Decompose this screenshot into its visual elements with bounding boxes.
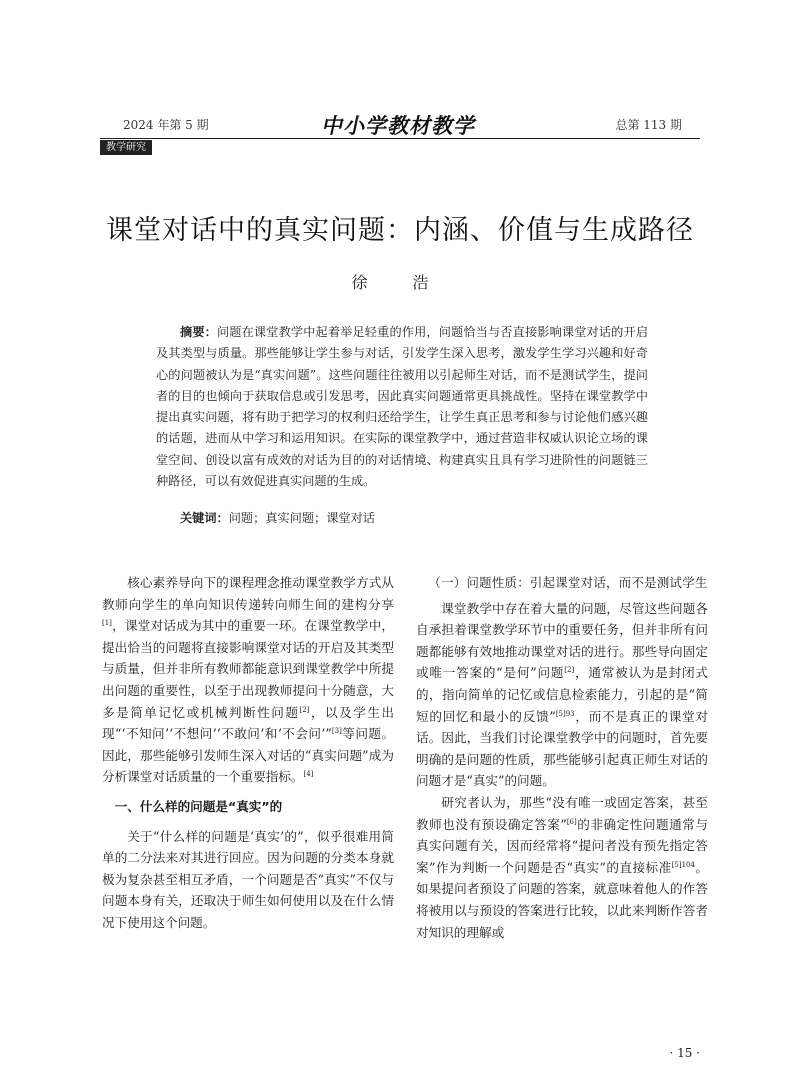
citation: [3] xyxy=(331,726,342,735)
subsection-heading: （一）问题性质：引起课堂对话，而不是测试学生 xyxy=(428,575,708,590)
issue-number: 2024 年第 5 期 xyxy=(123,118,209,132)
abstract-text: 问题在课堂教学中起着举足轻重的作用，问题恰当与否直接影响课堂对话的开启及其类型与质量。那些能够让学生参与对话，引发学生深入思考，激发学生学习兴趣和好奇心的问题被认为是“真实问题”。这些问题往往被用以引起师生对话，而不是测试学生，提问者的目的也倾向于获取信息或引发思考，因此真实问题通常更具挑战性。坚持在课堂教学中提出真实问题，将有助于把学习的权利归还给学生，让学生真正思考和参与讨论他们感兴趣的话题，进而从中学习和运用知识。在实际的课堂教学中，通过营造非权威认识论立场的课堂空间、创设以富有成效的对话为目的的对话情境、构建真实且具有学习进阶性的问题链三种路径，可以有效促进真实问题的生成。 xyxy=(156,325,649,489)
section-tag: 教学研究 xyxy=(100,140,152,155)
citation: [4] xyxy=(303,770,314,779)
keywords-text: 问题；真实问题；课堂对话 xyxy=(228,511,375,525)
citation: [1] xyxy=(102,619,112,627)
article-title: 课堂对话中的真实问题：内涵、价值与生成路径 xyxy=(106,215,694,246)
citation: [6] xyxy=(566,817,577,826)
citation: [5]104 xyxy=(671,860,695,869)
journal-name: 中小学教材教学 xyxy=(320,113,480,138)
article-author: 徐 浩 xyxy=(351,273,449,292)
keywords xyxy=(180,509,375,526)
citation: [2] xyxy=(564,666,575,675)
body-paragraph: 课堂教学中存在着大量的问题，尽管这些问题各自承担着课堂教学环节中的重要任务，但并非所有问题都能够有效地推动课堂对话的进行。那些导向固定或唯一答案的“是何”问题[2]，通常被认为是封闭式的，指向简单的记忆或信息检索能力，引起的是“简短的回忆和最小的反馈”$^{[5]93}$，而不是真正的课堂对话。因此，当我们讨论课堂教学中的问题时，首先要明确的是问题的性质，那些能够引起真正师生对话的问题才是“真实”的问题。 xyxy=(416,600,708,789)
citation: [5]93 xyxy=(555,709,575,718)
section-heading: 一、什么样的问题是“真实”的 xyxy=(114,798,283,814)
header-rule xyxy=(100,138,700,139)
cumulative-issue-number: 总第 113 期 xyxy=(615,118,682,132)
body-paragraph: 核心素养导向下的课程理念推动课堂教学方式从教师向学生的单向知识传递转向师生间的建构分享[1]，课堂对话成为其中的重要一环。在课堂教学中，提出恰当的问题将直接影响课堂对话的开启及其类型与质量，但并非所有教师都能意识到课堂教学中所提出问题的重要性，以至于出现教师提问十分随意，大多是简单记忆或机械判断性问题[2]，以及学生出现“‘不知问’‘不想问’‘不敢问’和‘不会问’”[3]等问题。因此，那些能够引发师生深入对话的“真实问题”成为分析课堂对话质量的一个重要指标。[4] xyxy=(102,575,395,785)
page-number: · 15 · xyxy=(669,1046,700,1060)
body-column-left xyxy=(102,572,394,934)
abstract-label: 摘要： xyxy=(180,325,217,339)
citation: [2] xyxy=(299,705,310,714)
body-column-right xyxy=(416,572,708,943)
body-paragraph: 研究者认为，那些“没有唯一或固定答案，甚至教师也没有预设确定答案”[6]的非确定性问题通常与真实问题有关，因而经常将“提问者没有预先指定答案”作为判断一个问题是否“真实”的直接标准$^{[5]104}$。如果提问者预设了问题的答案，就意味着他人的作答将被用以与预设的答案进行比较，以此来判断作答者对知识的理解或 xyxy=(416,794,708,940)
abstract xyxy=(156,322,648,492)
keywords-label: 关键词： xyxy=(180,511,229,525)
body-paragraph: 关于“什么样的问题是‘真实’的”，似乎很难用简单的二分法来对其进行回应。因为问题的分类本身就极为复杂甚至相互矛盾，一个问题是否“真实”不仅与问题本身有关，还取决于师生如何使用以及在什么情况下使用这个问题。 xyxy=(102,828,394,930)
